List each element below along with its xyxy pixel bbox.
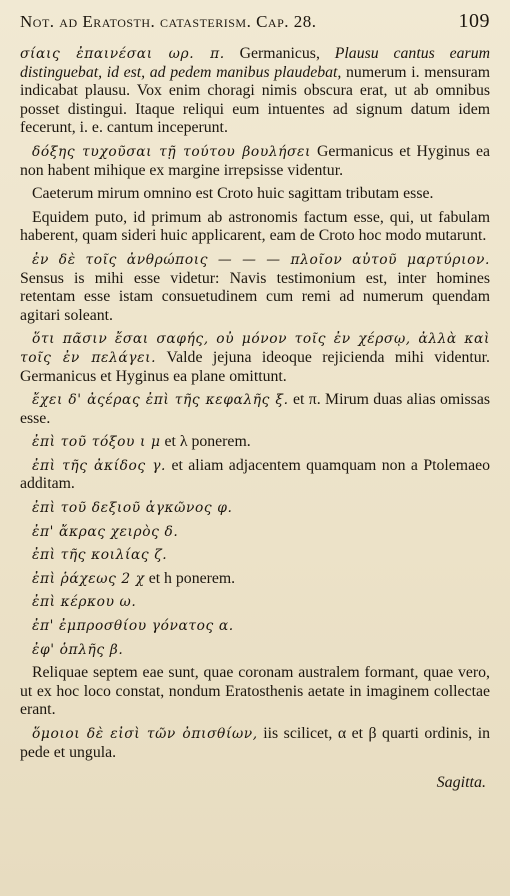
paragraph bbox=[20, 185, 490, 204]
running-head bbox=[20, 10, 490, 33]
paragraph bbox=[20, 523, 490, 542]
latin-text: et h ponerem. bbox=[144, 569, 236, 587]
running-head-title: Not. ad Eratosth. catasterism. Cap. 28. bbox=[20, 12, 317, 31]
greek-quote: ἐπὶ τοῦ δεξιοῦ ἀγκῶνος φ. bbox=[32, 500, 233, 517]
latin-text: Equidem puto, id primum ab astronomis factum esse, qui, ut fabulam haberent, quam sideri huic applicarent, eam de Croto hoc modo mutarunt. bbox=[20, 208, 490, 245]
paragraph bbox=[20, 457, 490, 494]
paragraph bbox=[20, 570, 490, 589]
greek-quote: ἐπὶ τῆς ἀκίδος γ. bbox=[32, 457, 167, 474]
latin-text: Sensus is mihi esse videtur: Navis testimonium est, inter homines retentam esse istam consuetudinem cum remi ad numerum quendam agitari soleant. bbox=[20, 269, 490, 324]
paragraph bbox=[20, 391, 490, 428]
page-number: 109 bbox=[458, 10, 490, 32]
paragraph bbox=[20, 330, 490, 386]
latin-text: numerum i. mensuram indicabat plausu. Vox enim choragi nimis obscura erat, ut ab omnibus posset distingui. Itaque reliqui eum intuentes ad signum datum idem fecerunt, i. e. cantum inceperunt. bbox=[20, 63, 490, 137]
paragraph bbox=[20, 664, 490, 720]
paragraph bbox=[20, 251, 490, 325]
paragraph bbox=[20, 143, 490, 180]
paragraph bbox=[20, 641, 490, 660]
latin-text: Germanicus, bbox=[224, 45, 335, 62]
greek-quote: ἐπὶ τοῦ τόξου ι μ bbox=[32, 434, 161, 451]
greek-quote: ὅτι πᾶσιν ἔσαι σαφής, οὐ μόνον τοῖς ἐν χέρσῳ, ἀλλὰ καὶ τοῖς ἐν πελάγει. bbox=[20, 331, 490, 366]
greek-quote: ὅμοιοι δὲ εἰσὶ τῶν ὀπισθίων, bbox=[32, 726, 258, 742]
page-body bbox=[20, 45, 490, 762]
greek-quote: ἐπὶ τῆς κοιλίας ζ. bbox=[32, 547, 168, 564]
latin-text: Caeterum mirum omnino est Croto huic sagittam tributam esse. bbox=[32, 185, 434, 203]
paragraph bbox=[20, 546, 490, 565]
greek-quote: ἔχει δ' ἀςέρας ἐπὶ τῆς κεφαλῆς ξ. bbox=[32, 392, 289, 409]
paragraph bbox=[20, 45, 490, 138]
paragraph bbox=[20, 593, 490, 612]
paragraph bbox=[20, 499, 490, 518]
latin-text: et aliam adjacentem quamquam non a Ptolemaeo additam. bbox=[20, 456, 491, 493]
latin-text: Valde jejuna ideoque rejicienda mihi videntur. Germanicus et Hyginus ea plane omittunt. bbox=[20, 348, 490, 385]
paragraph bbox=[20, 617, 490, 636]
greek-quote: ἐπ' ἐμπροσθίου γόνατος α. bbox=[32, 618, 234, 635]
latin-text: Germanicus et Hyginus ea non habent mihique ex margine irrepsisse videntur. bbox=[20, 142, 490, 179]
paragraph bbox=[20, 725, 490, 762]
latin-text: iis scilicet, α et β quarti ordinis, in pede et ungula. bbox=[20, 725, 490, 761]
greek-quote: ἐπ' ἄκρας χειρὸς δ. bbox=[32, 523, 179, 540]
latin-text: et λ ponerem. bbox=[160, 433, 251, 451]
greek-quote: ἐπὶ ῥάχεως 2 χ bbox=[32, 570, 145, 587]
catchword-signature: Sagitta. bbox=[436, 774, 486, 792]
greek-quote: ἐφ' ὁπλῆς β. bbox=[32, 641, 124, 658]
paragraph bbox=[20, 433, 490, 452]
greek-quote: σίαις ἐπαινέσαι ωρ. π. bbox=[20, 46, 225, 62]
greek-quote: ἐπὶ κέρκου ω. bbox=[32, 594, 137, 611]
latin-text: Reliquae septem eae sunt, quae coronam australem formant, quae vero, ut ex hoc loco constat, nondum Eratosthenis aetate in imaginem collectae erant. bbox=[20, 664, 490, 719]
latin-text: et π. Mirum duas alias omissas esse. bbox=[20, 391, 490, 427]
latin-italic: Plausu cantus earum distinguebat, id est, ad pedem manibus plaudebat, bbox=[20, 45, 490, 81]
greek-quote: ἐν δὲ τοῖς ἀνθρώποις — — — πλοῖον αὐτοῦ μαρτύριον. bbox=[32, 251, 490, 268]
greek-quote: δόξης τυχοῦσαι τῇ τούτου βουλήσει bbox=[32, 143, 312, 160]
paragraph bbox=[20, 209, 490, 246]
